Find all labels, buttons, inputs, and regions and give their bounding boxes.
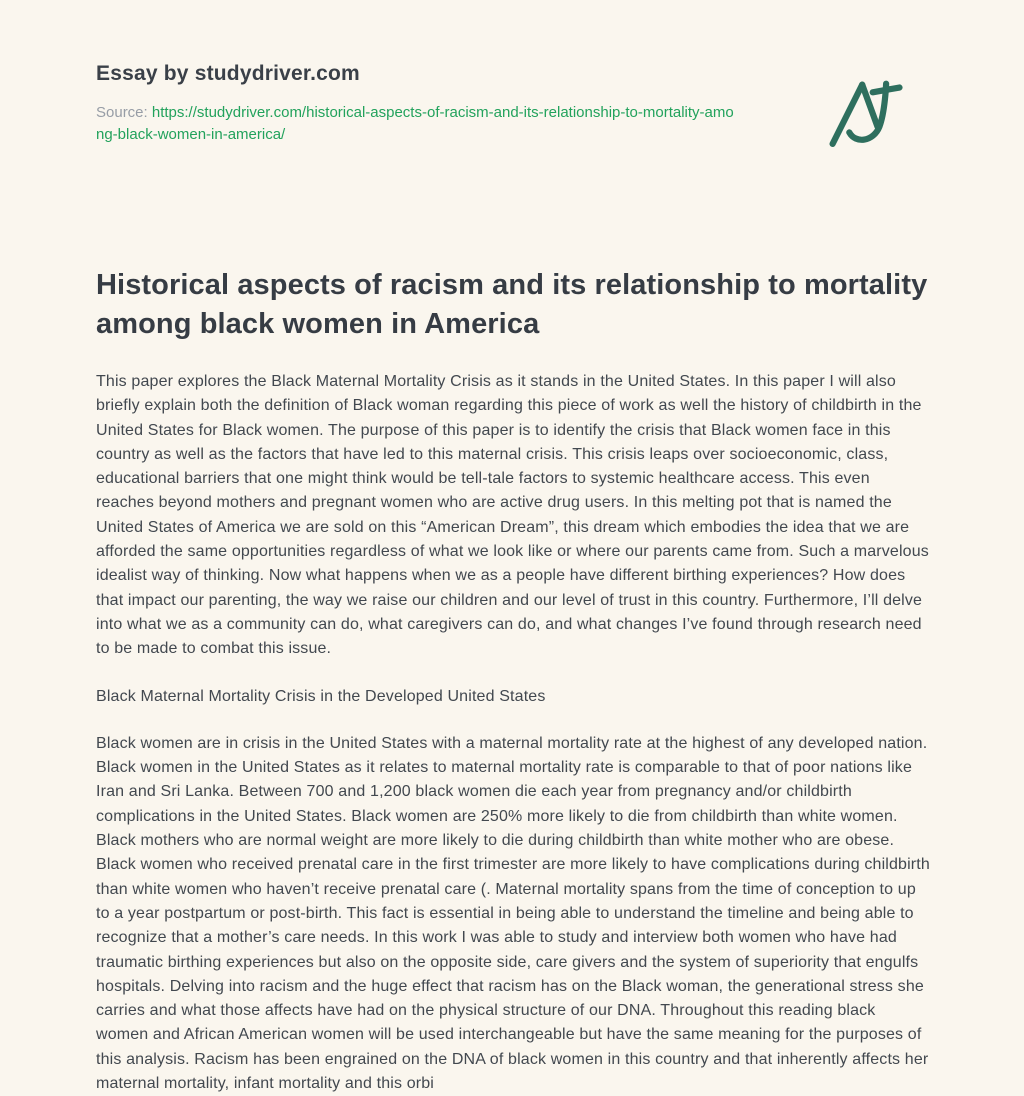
article-subheading: Black Maternal Mortality Crisis in the Developed United States xyxy=(96,687,546,705)
source-link[interactable]: https://studydriver.com/historical-aspects-of-racism-and-its-relationship-to-mortality-among-black-women-in-america/ xyxy=(96,104,734,143)
page-header xyxy=(96,62,932,164)
source-label: Source: xyxy=(96,104,152,121)
essay-page xyxy=(96,0,932,1096)
studydriver-logo-icon[interactable] xyxy=(824,76,910,164)
article xyxy=(96,266,932,1096)
article-title: Historical aspects of racism and its relationship to mortality among black women in America xyxy=(96,269,928,340)
source-line xyxy=(96,102,736,146)
article-paragraph-1: This paper explores the Black Maternal Mortality Crisis as it stands in the United States. In this paper I will also briefly explain both the definition of Black woman regarding this piece of work as well the history of childbirth in the United States for Black women. The purpose of this paper is to identify the crisis that Black women face in this country as well as the factors that have led to this maternal crisis. This crisis leaps over socioeconomic, class, educational barriers that one might think would be tell-tale factors to systemic healthcare access. This even reaches beyond mothers and pregnant women who are active drug users. In this melting pot that is named the United States of America we are sold on this “American Dream”, this dream which embodies the idea that we are afforded the same opportunities regardless of what we look like or where our parents came from. Such a marvelous idealist way of thinking. Now what happens when we as a people have different birthing experiences? How does that impact our parenting, the way we raise our children and our level of trust in this country. Furthermore, I’ll delve into what we as a community can do, what caregivers can do, and what changes I’ve found through research need to be made to combat this issue. xyxy=(96,373,929,658)
header-left xyxy=(96,62,736,146)
article-paragraph-2: Black women are in crisis in the United States with a maternal mortality rate at the highest of any developed nation. Black women in the United States as it relates to maternal mortality rate is comparable to that of poor nations like Iran and Sri Lanka. Between 700 and 1,200 black women die each year from pregnancy and/or childbirth complications in the United States. Black women are 250% more likely to die from childbirth than white women. Black mothers who are normal weight are more likely to die during childbirth than white mother who are obese. Black women who received prenatal care in the first trimester are more likely to have complications during childbirth than white women who haven’t receive prenatal care (. Maternal mortality spans from the time of conception to up to a year postpartum or post-birth. This fact is essential in being able to understand the timeline and being able to recognize that a mother’s care needs. In this work I was able to study and interview both women who have had traumatic birthing experiences but also on the opposite side, care givers and the system of superiority that engulfs hospitals. Delving into racism and the huge effect that racism has on the Black woman, the generational stress she carries and what those affects have had on the physical structure of our DNA. Throughout this reading black women and African American women will be used interchangeable but have the same meaning for the purposes of this analysis. Racism has been engrained on the DNA of black women in this country and that inherently affects her maternal mortality, infant mortality and this orbi xyxy=(96,734,930,1093)
byline: Essay by studydriver.com xyxy=(96,62,360,85)
